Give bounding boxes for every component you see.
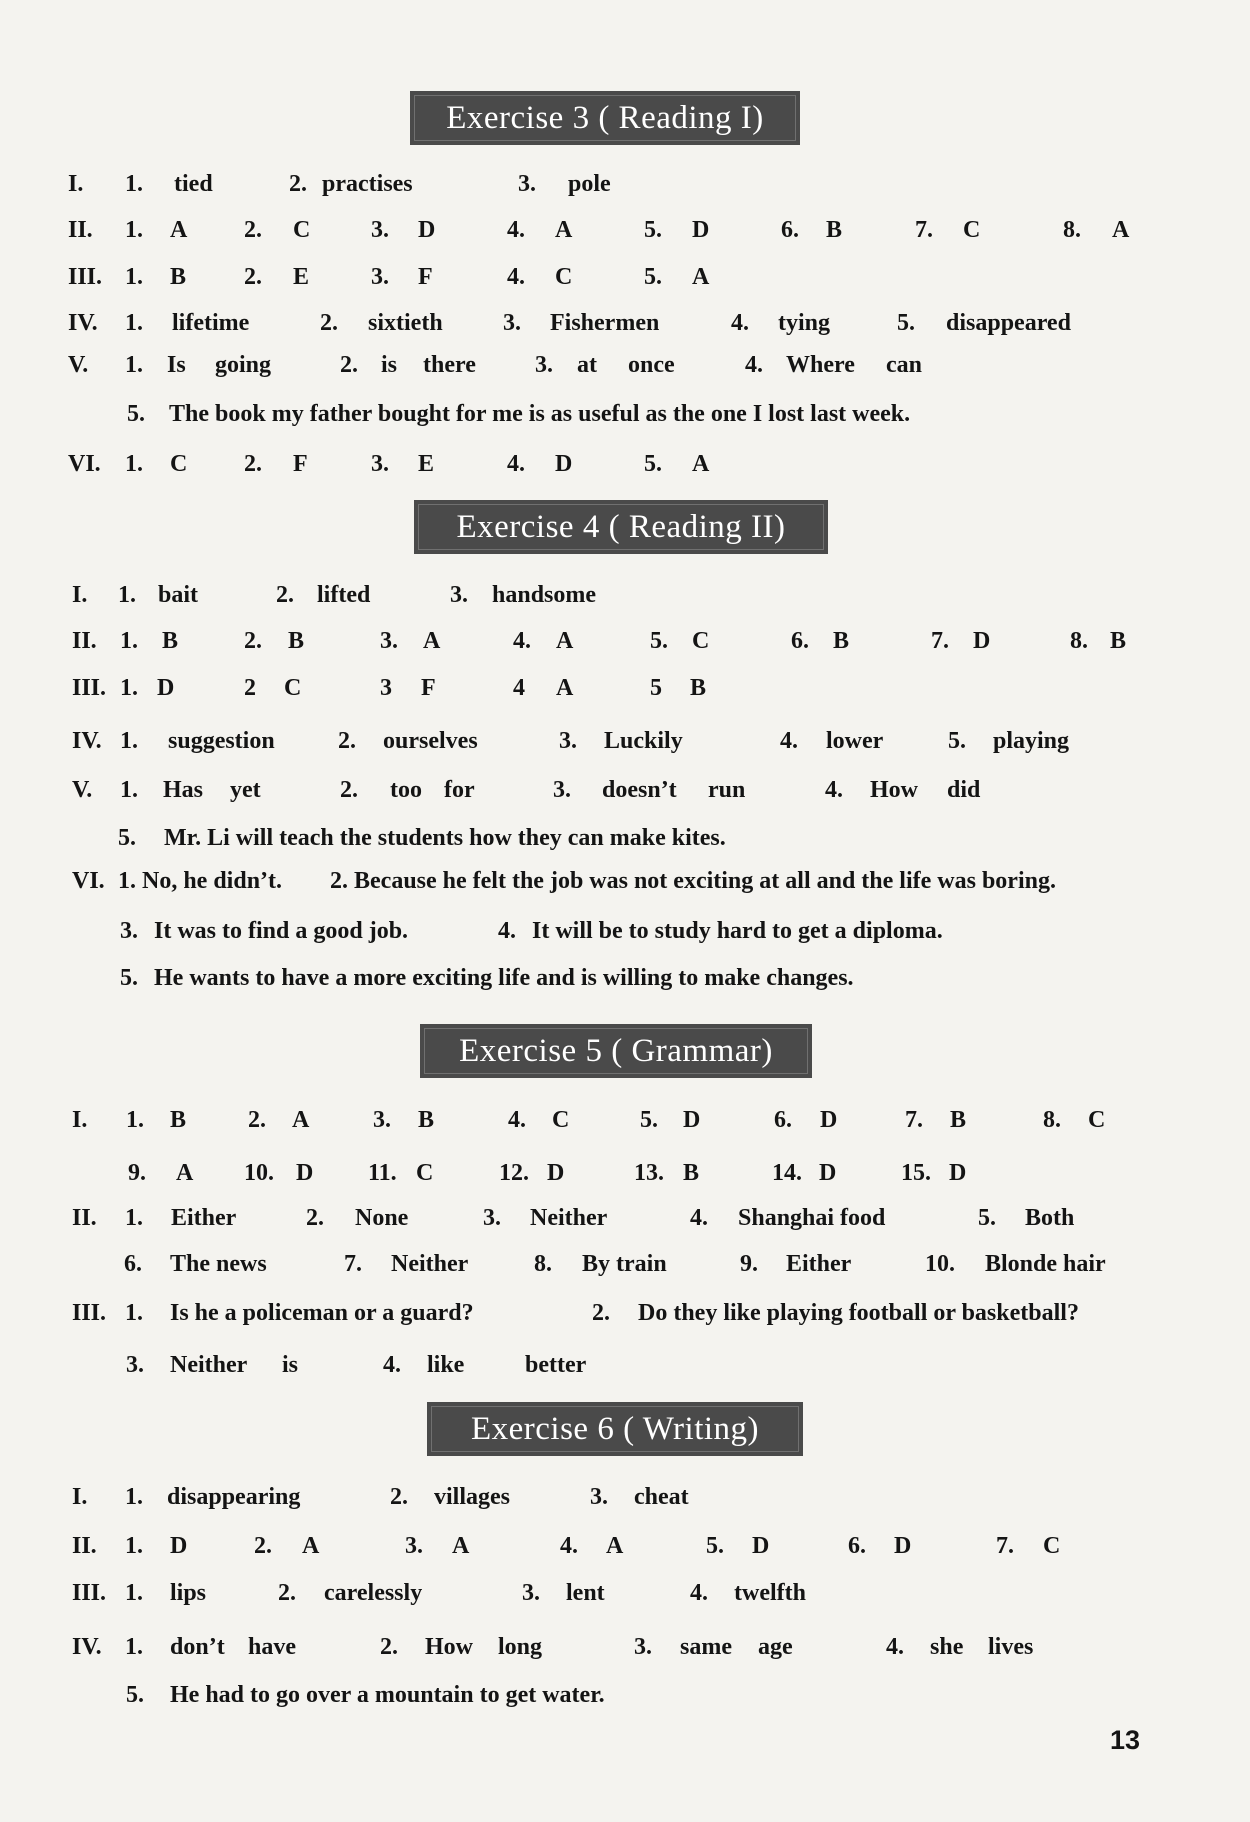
answer-line <box>0 1580 1250 1614</box>
answer: long <box>498 1634 543 1660</box>
item-number: 3. <box>371 451 389 477</box>
answer-line <box>0 1634 1250 1668</box>
item-number: 3. <box>518 171 536 197</box>
item-number: 6. <box>774 1107 792 1133</box>
answer: B <box>833 628 850 654</box>
item-number: 2. <box>254 1533 272 1559</box>
answer: D <box>547 1160 565 1186</box>
answer: Neither <box>170 1352 248 1378</box>
answer: lower <box>826 728 884 754</box>
item-number: 2. <box>244 264 262 290</box>
item-number: 10. <box>925 1251 955 1277</box>
item-number: 5. <box>120 965 138 991</box>
answer: B <box>162 628 179 654</box>
answer: at <box>577 352 597 378</box>
answer: A <box>1112 217 1130 243</box>
item-number: 7. <box>931 628 949 654</box>
answer: lives <box>988 1634 1034 1660</box>
answer-line <box>0 582 1250 616</box>
exercise-title: Exercise 6 ( Writing) <box>470 1410 760 1447</box>
item-number: 1. <box>120 628 138 654</box>
answer: C <box>963 217 981 243</box>
answer: B <box>170 1107 187 1133</box>
exercise-3-banner <box>410 91 800 145</box>
answer: same <box>680 1634 732 1660</box>
item-number: 3. <box>126 1352 144 1378</box>
answer: once <box>628 352 675 378</box>
item-number: 7. <box>905 1107 923 1133</box>
section-numeral: I. <box>72 1107 88 1133</box>
answer: D <box>820 1107 838 1133</box>
answer: B <box>418 1107 435 1133</box>
answer: practises <box>322 171 413 197</box>
answer: D <box>692 217 710 243</box>
item-number: 1. <box>120 728 138 754</box>
section-numeral: I. <box>72 582 88 608</box>
item-number: 3. <box>590 1484 608 1510</box>
section-numeral: IV. <box>72 1634 102 1660</box>
item-number: 3. <box>483 1205 501 1231</box>
answer-line <box>0 777 1250 811</box>
answer: Neither <box>530 1205 608 1231</box>
answer-line <box>0 171 1250 205</box>
answer: D <box>296 1160 314 1186</box>
answer-line <box>0 1205 1250 1239</box>
answer-sentence: The book my father bought for me is as useful as the one I lost last week. <box>169 401 911 427</box>
item-number: 5. <box>978 1205 996 1231</box>
answer: F <box>421 675 436 701</box>
answer: tied <box>174 171 213 197</box>
page-number: 13 <box>1110 1725 1141 1755</box>
answer: Shanghai food <box>738 1205 886 1231</box>
item-number: 5 <box>650 675 662 701</box>
answer: C <box>555 264 573 290</box>
section-numeral: V. <box>68 352 89 378</box>
answer-line <box>0 1251 1250 1285</box>
item-number: 6. <box>791 628 809 654</box>
item-number: 5. <box>644 217 662 243</box>
answer: Luckily <box>604 728 683 754</box>
answer: A <box>555 217 573 243</box>
item-number: 9. <box>128 1160 146 1186</box>
answer-line <box>0 1352 1250 1386</box>
answer: D <box>819 1160 837 1186</box>
item-number: 8. <box>534 1251 552 1277</box>
answer-sentence: He wants to have a more exciting life and is willing to make changes. <box>154 965 854 991</box>
item-number: 2. <box>380 1634 398 1660</box>
section-numeral: III. <box>72 675 107 701</box>
answer: Is <box>167 352 186 378</box>
answer: Both <box>1025 1205 1075 1231</box>
item-number: 2. <box>320 310 338 336</box>
item-number: 1. <box>125 352 143 378</box>
item-number: 5. <box>640 1107 658 1133</box>
answer: run <box>708 777 746 803</box>
item-number: 1. <box>125 1484 143 1510</box>
item-number: 11. <box>368 1160 397 1186</box>
answer-line <box>0 401 1250 435</box>
item-number: 9. <box>740 1251 758 1277</box>
item-number: 3. <box>553 777 571 803</box>
item-number: 4. <box>383 1352 401 1378</box>
answer: A <box>423 628 441 654</box>
answer-line <box>0 965 1250 999</box>
answer: D <box>894 1533 912 1559</box>
item-number: 8. <box>1070 628 1088 654</box>
exercise-5-banner <box>420 1024 812 1078</box>
answer: lifetime <box>172 310 250 336</box>
answer: handsome <box>492 582 597 608</box>
item-number: 2. <box>276 582 294 608</box>
item-number: 1. <box>118 582 136 608</box>
item-number: 4. <box>560 1533 578 1559</box>
item-number: 13. <box>634 1160 664 1186</box>
answer: The news <box>170 1251 267 1277</box>
item-number: 1. <box>125 1300 143 1326</box>
answer: did <box>947 777 981 803</box>
item-number: 1. <box>125 1580 143 1606</box>
answer: Fishermen <box>550 310 660 336</box>
section-numeral: II. <box>72 628 97 654</box>
answer: carelessly <box>324 1580 423 1606</box>
answer: lips <box>170 1580 207 1606</box>
exercise-title: Exercise 5 ( Grammar) <box>459 1032 773 1069</box>
answer: D <box>555 451 573 477</box>
item-number: 3. <box>450 582 468 608</box>
answer: cheat <box>634 1484 689 1510</box>
answer: tying <box>778 310 831 336</box>
answer: A <box>556 628 574 654</box>
item-number: 5. <box>118 825 136 851</box>
item-number: 1. <box>125 451 143 477</box>
answer: C <box>1043 1533 1061 1559</box>
item-number: 2. <box>244 451 262 477</box>
item-number: 3. <box>120 918 138 944</box>
item-number: 1. <box>120 675 138 701</box>
answer: A <box>302 1533 320 1559</box>
answer: there <box>423 352 476 378</box>
item-number: 4. <box>508 1107 526 1133</box>
answer: C <box>692 628 710 654</box>
answer: B <box>826 217 843 243</box>
item-number: 2 <box>244 675 256 701</box>
answer: ourselves <box>383 728 478 754</box>
answer: E <box>418 451 435 477</box>
answer: bait <box>158 582 199 608</box>
answer: A <box>556 675 574 701</box>
answer: D <box>170 1533 188 1559</box>
item-number: 4. <box>780 728 798 754</box>
item-number: 3. <box>371 217 389 243</box>
answer: B <box>950 1107 967 1133</box>
item-number: 4. <box>825 777 843 803</box>
section-numeral: II. <box>68 217 93 243</box>
answer-sentence: It was to find a good job. <box>154 918 409 944</box>
answer-line <box>0 868 1250 902</box>
answer: is <box>282 1352 299 1378</box>
answer: Where <box>786 352 855 378</box>
answer: D <box>683 1107 701 1133</box>
item-number: 7. <box>996 1533 1014 1559</box>
item-number: 2. <box>340 352 358 378</box>
answer: F <box>418 264 433 290</box>
item-number: 7. <box>344 1251 362 1277</box>
exercise-4-banner <box>414 500 828 554</box>
item-number: 5. <box>706 1533 724 1559</box>
item-number: 4. <box>513 628 531 654</box>
answer: have <box>248 1634 296 1660</box>
answer-line <box>0 628 1250 662</box>
item-number: 12. <box>499 1160 529 1186</box>
item-number: 4. <box>690 1580 708 1606</box>
section-numeral: III. <box>72 1580 107 1606</box>
item-number: 4. <box>507 451 525 477</box>
item-number: 3. <box>373 1107 391 1133</box>
answer: age <box>758 1634 793 1660</box>
item-number: 10. <box>244 1160 274 1186</box>
answer: D <box>973 628 991 654</box>
item-number: 3 <box>380 675 392 701</box>
answer-line <box>0 264 1250 298</box>
item-number: 6. <box>124 1251 142 1277</box>
answer: twelfth <box>734 1580 806 1606</box>
answer: C <box>552 1107 570 1133</box>
answer: pole <box>568 171 611 197</box>
answer: too <box>390 777 422 803</box>
item-number: 1. <box>125 1533 143 1559</box>
answer: doesn’t <box>602 777 677 803</box>
item-number: 1. <box>125 1634 143 1660</box>
answer: C <box>293 217 311 243</box>
answer: B <box>288 628 305 654</box>
answer: disappearing <box>167 1484 301 1510</box>
item-number: 1. <box>125 264 143 290</box>
answer: yet <box>230 777 261 803</box>
answer: better <box>525 1352 587 1378</box>
item-number: 4. <box>731 310 749 336</box>
section-numeral: III. <box>72 1300 107 1326</box>
item-number: 5. <box>644 264 662 290</box>
answer: Either <box>786 1251 852 1277</box>
item-number: 1. <box>125 217 143 243</box>
answer: lent <box>566 1580 605 1606</box>
item-number: 6. <box>848 1533 866 1559</box>
answer-line <box>0 675 1250 709</box>
item-number: 4. <box>886 1634 904 1660</box>
answer: A <box>452 1533 470 1559</box>
answer-sentence: 1. No, he didn’t. <box>118 868 283 894</box>
answer-sentence: Mr. Li will teach the students how they can make kites. <box>164 825 726 851</box>
item-number: 8. <box>1043 1107 1061 1133</box>
answer: B <box>1110 628 1127 654</box>
answer-line <box>0 825 1250 859</box>
item-number: 4. <box>690 1205 708 1231</box>
section-numeral: II. <box>72 1533 97 1559</box>
answer: D <box>418 217 436 243</box>
answer: By train <box>582 1251 667 1277</box>
answer: for <box>444 777 475 803</box>
answer: F <box>293 451 308 477</box>
item-number: 1. <box>125 1205 143 1231</box>
answer-sentence: Is he a policeman or a guard? <box>170 1300 474 1326</box>
answer: A <box>606 1533 624 1559</box>
item-number: 14. <box>772 1160 802 1186</box>
exercise-title: Exercise 3 ( Reading I) <box>446 99 764 136</box>
item-number: 4. <box>507 264 525 290</box>
answer-sentence: He had to go over a mountain to get water. <box>170 1682 605 1708</box>
answer: C <box>170 451 188 477</box>
answer: can <box>886 352 922 378</box>
answer: D <box>157 675 175 701</box>
section-numeral: II. <box>72 1205 97 1231</box>
item-number: 5. <box>948 728 966 754</box>
answer: disappeared <box>946 310 1071 336</box>
answer: D <box>752 1533 770 1559</box>
item-number: 2. <box>244 217 262 243</box>
answer: How <box>870 777 918 803</box>
item-number: 2. <box>592 1300 610 1326</box>
item-number: 2. <box>278 1580 296 1606</box>
answer: going <box>215 352 272 378</box>
answer: None <box>355 1205 409 1231</box>
answer-sentence: 2. Because he felt the job was not exciting at all and the life was boring. <box>330 868 1056 894</box>
answer: C <box>416 1160 434 1186</box>
answer-sentence: It will be to study hard to get a diploma. <box>532 918 943 944</box>
answer: villages <box>434 1484 510 1510</box>
item-number: 1. <box>120 777 138 803</box>
section-numeral: IV. <box>68 310 98 336</box>
answer: How <box>425 1634 473 1660</box>
answer: sixtieth <box>368 310 443 336</box>
section-numeral: VI. <box>72 868 105 894</box>
section-numeral: I. <box>68 171 84 197</box>
answer: B <box>170 264 187 290</box>
item-number: 3. <box>535 352 553 378</box>
answer: Either <box>171 1205 237 1231</box>
item-number: 3. <box>503 310 521 336</box>
answer: A <box>692 264 710 290</box>
item-number: 2. <box>248 1107 266 1133</box>
item-number: 1. <box>126 1107 144 1133</box>
item-number: 1. <box>125 310 143 336</box>
answer-line <box>0 1107 1250 1141</box>
answer-line <box>0 310 1250 344</box>
answer-line <box>0 1484 1250 1518</box>
answer: don’t <box>170 1634 225 1660</box>
item-number: 5. <box>644 451 662 477</box>
item-number: 4. <box>498 918 516 944</box>
item-number: 6. <box>781 217 799 243</box>
answer-line <box>0 918 1250 952</box>
exercise-title: Exercise 4 ( Reading II) <box>456 508 786 545</box>
exercise-6-banner <box>427 1402 803 1456</box>
item-number: 15. <box>901 1160 931 1186</box>
item-number: 4 <box>513 675 525 701</box>
answer: E <box>293 264 310 290</box>
answer: Neither <box>391 1251 469 1277</box>
item-number: 3. <box>634 1634 652 1660</box>
item-number: 5. <box>126 1682 144 1708</box>
item-number: 4. <box>745 352 763 378</box>
item-number: 2. <box>338 728 356 754</box>
answer: Blonde hair <box>985 1251 1106 1277</box>
answer-line <box>0 1300 1250 1334</box>
section-numeral: VI. <box>68 451 101 477</box>
answer: lifted <box>317 582 371 608</box>
answer: C <box>284 675 302 701</box>
answer: B <box>683 1160 700 1186</box>
answer-sentence: Do they like playing football or basketball? <box>638 1300 1079 1326</box>
section-numeral: III. <box>68 264 103 290</box>
answer: she <box>930 1634 964 1660</box>
item-number: 7. <box>915 217 933 243</box>
item-number: 8. <box>1063 217 1081 243</box>
answer: A <box>692 451 710 477</box>
answer: B <box>690 675 707 701</box>
section-numeral: IV. <box>72 728 102 754</box>
answer: suggestion <box>168 728 275 754</box>
item-number: 2. <box>244 628 262 654</box>
answer: is <box>381 352 398 378</box>
item-number: 1. <box>125 171 143 197</box>
answer: C <box>1088 1107 1106 1133</box>
answer: D <box>949 1160 967 1186</box>
answer: playing <box>993 728 1070 754</box>
item-number: 2. <box>340 777 358 803</box>
answer-line <box>0 1682 1250 1716</box>
item-number: 3. <box>405 1533 423 1559</box>
answer-line <box>0 1160 1250 1194</box>
item-number: 3. <box>559 728 577 754</box>
answer-line <box>0 352 1250 386</box>
answer: A <box>176 1160 194 1186</box>
answer: Has <box>163 777 204 803</box>
item-number: 2. <box>306 1205 324 1231</box>
answer-line <box>0 451 1250 485</box>
item-number: 3. <box>371 264 389 290</box>
answer-line <box>0 728 1250 762</box>
item-number: 3. <box>380 628 398 654</box>
item-number: 5. <box>127 401 145 427</box>
answer: like <box>427 1352 465 1378</box>
answer-line <box>0 217 1250 251</box>
answer: A <box>170 217 188 243</box>
item-number: 2. <box>289 171 307 197</box>
item-number: 5. <box>897 310 915 336</box>
section-numeral: I. <box>72 1484 88 1510</box>
section-numeral: V. <box>72 777 93 803</box>
item-number: 4. <box>507 217 525 243</box>
item-number: 2. <box>390 1484 408 1510</box>
answer-line <box>0 1533 1250 1567</box>
item-number: 3. <box>522 1580 540 1606</box>
item-number: 5. <box>650 628 668 654</box>
answer: A <box>292 1107 310 1133</box>
